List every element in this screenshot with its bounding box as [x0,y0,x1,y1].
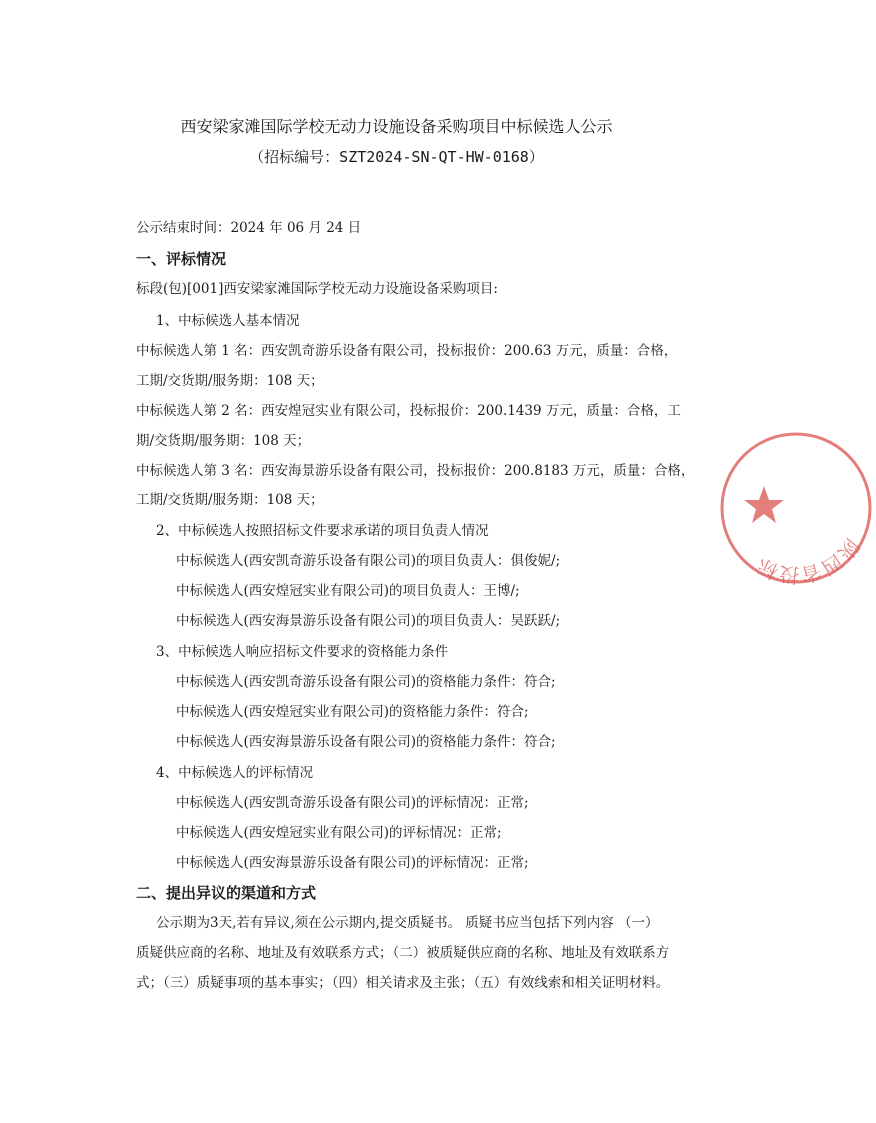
candidate-rank-2-cont: 期/交货期/服务期：108 天； [136,433,311,449]
page-title: 西安梁家滩国际学校无动力设施设备采购项目中标候选人公示 [180,117,613,136]
list-item: 中标候选人(西安凯奇游乐设备有限公司)的项目负责人：俱俊妮/; [176,553,561,569]
objection-paragraph-line: 质疑供应商的名称、地址及有效联系方式；（二）被质疑供应商的名称、地址及有效联系方 [136,945,670,961]
seal-text: 陕西省投标 [753,534,865,588]
candidate-rank-3-cont: 工期/交货期/服务期：108 天； [136,492,324,508]
list-item: 中标候选人(西安海景游乐设备有限公司)的评标情况：正常; [176,855,529,871]
subsection-title-candidates: 1、中标候选人基本情况 [156,313,300,329]
list-item: 中标候选人(西安煌冠实业有限公司)的评标情况：正常; [176,825,502,841]
list-item: 中标候选人(西安煌冠实业有限公司)的项目负责人：王博/; [176,583,520,599]
objection-paragraph-line: 式；（三）质疑事项的基本事实；（四）相关请求及主张；（五）有效线索和相关证明材料。 [136,975,670,991]
candidate-rank-1-cont: 工期/交货期/服务期：108 天； [136,373,324,389]
objection-paragraph-line: 公示期为3天,若有异议,须在公示期内,提交质疑书。 质疑书应当包括下列内容 （一） [156,915,659,931]
list-item: 中标候选人(西安海景游乐设备有限公司)的项目负责人：吴跃跃/; [176,613,561,629]
list-item: 中标候选人(西安凯奇游乐设备有限公司)的资格能力条件：符合; [176,674,556,690]
section-heading-evaluation: 一、评标情况 [136,250,227,268]
list-item: 中标候选人(西安海景游乐设备有限公司)的资格能力条件：符合; [176,734,556,750]
candidate-rank-1: 中标候选人第 1 名：西安凯奇游乐设备有限公司，投标报价：200.63 万元，质量：合格， [136,343,678,359]
lot-description: 标段(包)[001]西安梁家滩国际学校无动力设施设备采购项目: [136,281,498,297]
subsection-title-managers: 2、中标候选人按照招标文件要求承诺的项目负责人情况 [156,523,489,539]
candidate-rank-3: 中标候选人第 3 名：西安海景游乐设备有限公司，投标报价：200.8183 万元，质量：合格， [136,463,695,479]
official-seal-stamp [716,428,876,588]
tender-number: （招标编号：SZT2024-SN-QT-HW-0168） [249,148,544,166]
subsection-title-qualification: 3、中标候选人响应招标文件要求的资格能力条件 [156,644,449,660]
section-heading-objection: 二、提出异议的渠道和方式 [136,884,317,902]
star-icon [744,486,784,523]
candidate-rank-2: 中标候选人第 2 名：西安煌冠实业有限公司，投标报价：200.1439 万元，质量：合格，工 [136,403,681,419]
list-item: 中标候选人(西安凯奇游乐设备有限公司)的评标情况：正常; [176,795,529,811]
list-item: 中标候选人(西安煌冠实业有限公司)的资格能力条件：符合; [176,704,529,720]
subsection-title-evaluation: 4、中标候选人的评标情况 [156,765,314,781]
publicity-end-time: 公示结束时间：2024 年 06 月 24 日 [136,220,362,236]
